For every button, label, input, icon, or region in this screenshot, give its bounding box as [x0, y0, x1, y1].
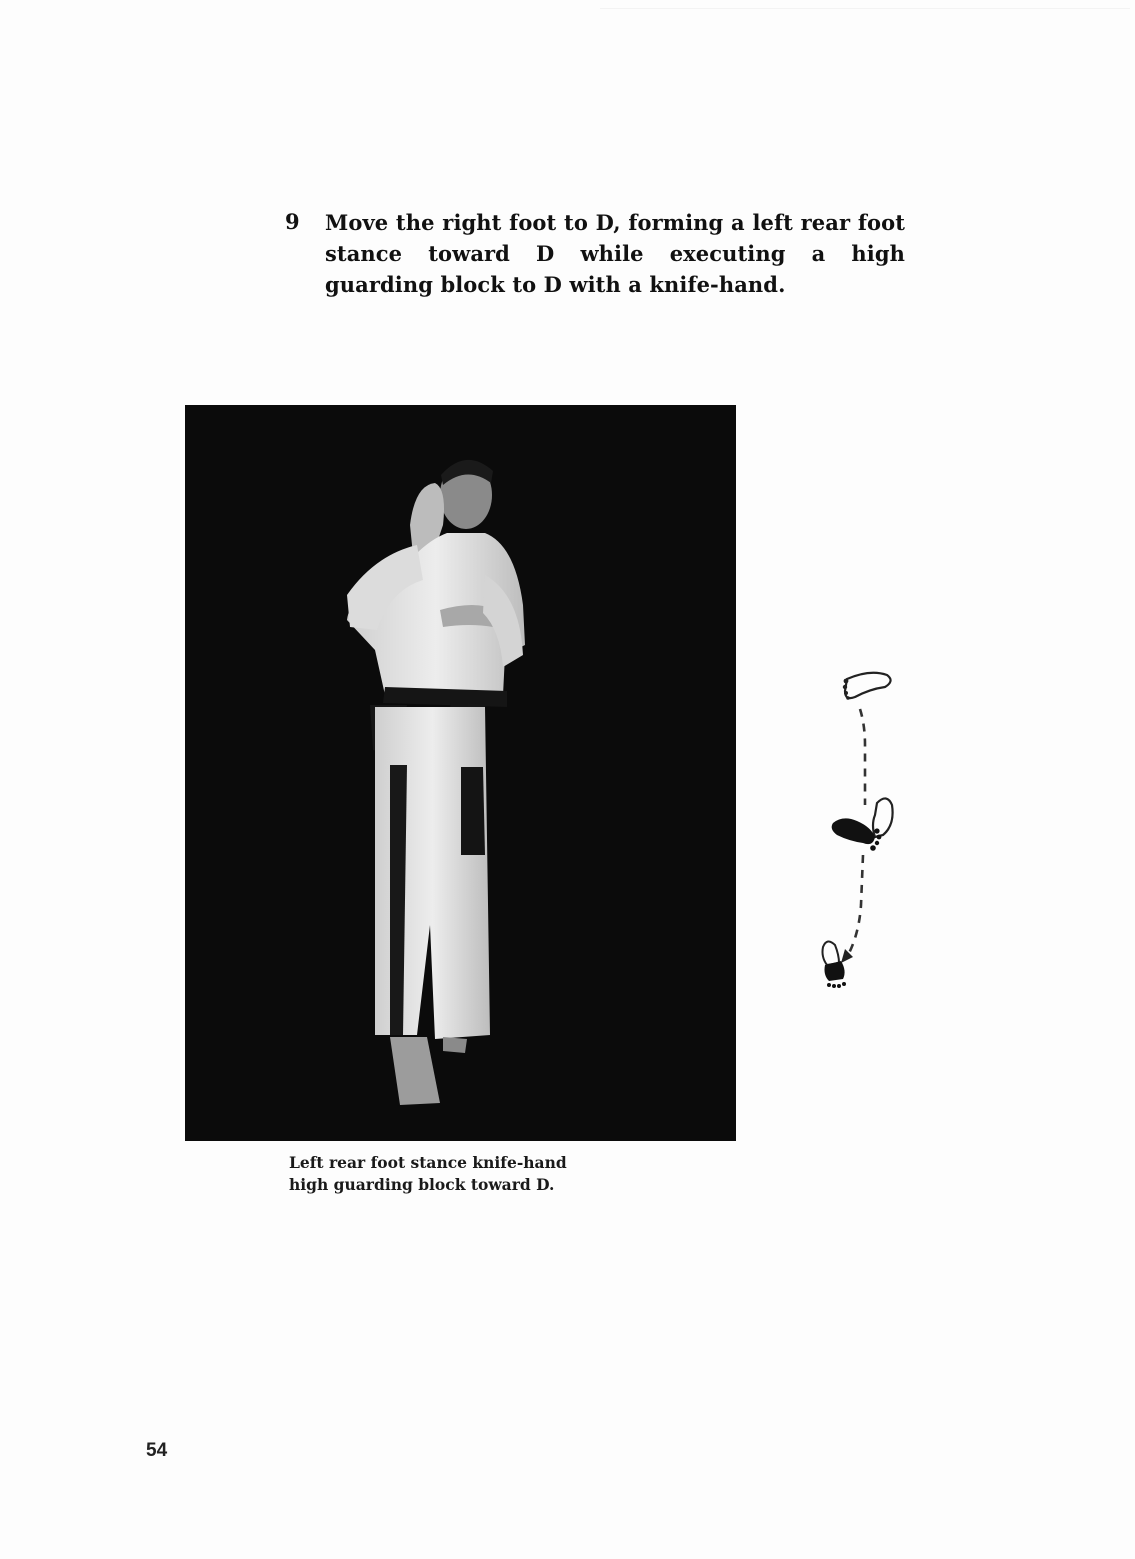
footprint-outline-icon [843, 673, 891, 700]
page-number: 54 [146, 1440, 168, 1461]
dashed-arrow-icon [847, 855, 863, 957]
caption-line-2: high guarding block toward D. [289, 1175, 555, 1194]
instruction-step [285, 207, 905, 300]
dashed-path-icon [860, 709, 865, 805]
step-text: Move the right foot to D, forming a left rear foot stance toward D while executing a high guarding block to D with a knife-hand. [325, 210, 905, 297]
photo-figure-illustration [185, 405, 736, 1141]
footwork-diagram [815, 665, 910, 995]
caption-line-1: Left rear foot stance knife-hand [289, 1153, 567, 1172]
martial-artist-photo [185, 405, 736, 1141]
photo-caption [289, 1152, 629, 1196]
step-number: 9 [285, 209, 300, 234]
footprint-solid-icon [823, 941, 847, 988]
scan-artifact [600, 8, 1130, 15]
